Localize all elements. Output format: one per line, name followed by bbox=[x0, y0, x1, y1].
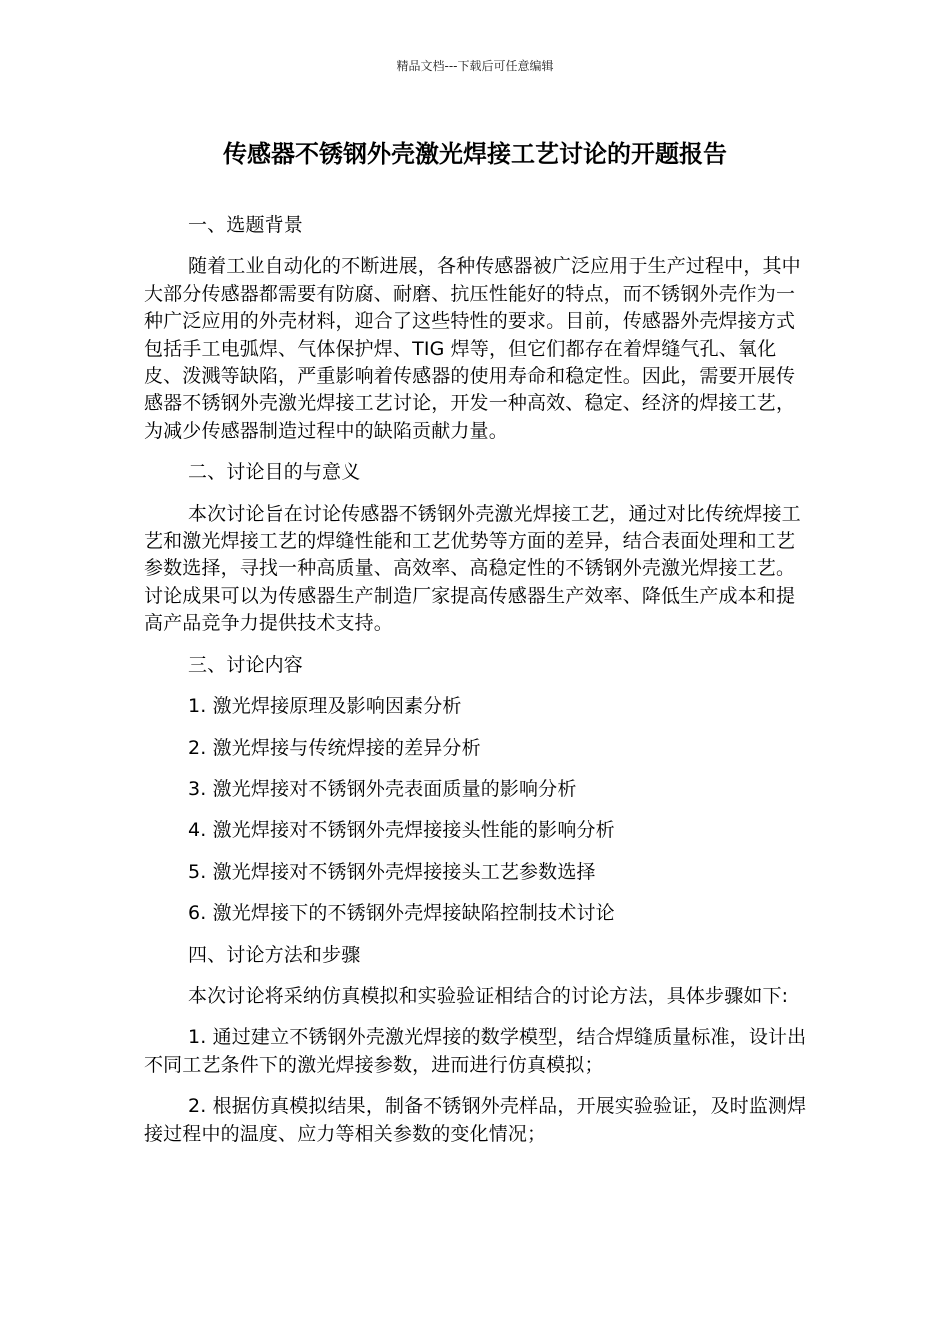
purpose-paragraph: 本次讨论旨在讨论传感器不锈钢外壳激光焊接工艺，通过对比传统焊接工艺和激光焊接工艺的焊缝性能和工艺优势等方面的差异，结合表面处理和工艺参数选择，寻找一种高质量、高效率、高稳定性的不锈钢外壳激光焊接工艺。讨论成果可以为传感器生产制造厂家提高传感器生产效率、降低生产成本和提高产品竞争力提供技术支持。 bbox=[144, 502, 801, 635]
document-title: 传感器不锈钢外壳激光焊接工艺讨论的开题报告 bbox=[223, 140, 727, 168]
content-list-item: 2. 激光焊接与传统焊接的差异分析 bbox=[188, 736, 481, 759]
section-heading-background: 一、选题背景 bbox=[188, 214, 303, 236]
content-list-item: 1. 激光焊接原理及影响因素分析 bbox=[188, 695, 462, 718]
section-heading-purpose: 二、讨论目的与意义 bbox=[188, 461, 361, 484]
content-list-item: 5. 激光焊接对不锈钢外壳焊接接头工艺参数选择 bbox=[188, 860, 596, 883]
section-heading-method: 四、讨论方法和步骤 bbox=[188, 943, 361, 966]
content-list-item: 6. 激光焊接下的不锈钢外壳焊接缺陷控制技术讨论 bbox=[188, 902, 615, 925]
content-list-item: 4. 激光焊接对不锈钢外壳焊接接头性能的影响分析 bbox=[188, 819, 615, 842]
method-paragraph: 本次讨论将采纳仿真模拟和实验验证相结合的讨论方法，具体步骤如下: bbox=[188, 984, 789, 1007]
content-list-item: 3. 激光焊接对不锈钢外壳表面质量的影响分析 bbox=[188, 777, 577, 800]
section-heading-content: 三、讨论内容 bbox=[188, 653, 303, 676]
background-paragraph: 随着工业自动化的不断进展，各种传感器被广泛应用于生产过程中，其中大部分传感器都需要有防腐、耐磨、抗压性能好的特点，而不锈钢外壳作为一种广泛应用的外壳材料，迎合了这些特性的要求。目前，传感器外壳焊接方式包括手工电弧焊、气体保护焊、TIG 焊等，但它们都存在着焊缝气孔、氧化皮、泼溅等缺陷，严重影响着传感器的使用寿命和稳定性。因此，需要开展传感器不锈钢外壳激光焊接工艺讨论，开发一种高效、稳定、经济的焊接工艺，为减少传感器制造过程中的缺陷贡献力量。 bbox=[144, 255, 801, 442]
method-step: 1. 通过建立不锈钢外壳激光焊接的数学模型，结合焊缝质量标准，设计出不同工艺条件下的激光焊接参数，进而进行仿真模拟； bbox=[144, 1026, 807, 1076]
document-body bbox=[144, 212, 808, 1162]
header-note: 精品文档---下载后可任意编辑 bbox=[396, 59, 554, 73]
method-step: 2. 根据仿真模拟结果，制备不锈钢外壳样品，开展实验验证，及时监测焊接过程中的温度、应力等相关参数的变化情况； bbox=[144, 1095, 807, 1145]
